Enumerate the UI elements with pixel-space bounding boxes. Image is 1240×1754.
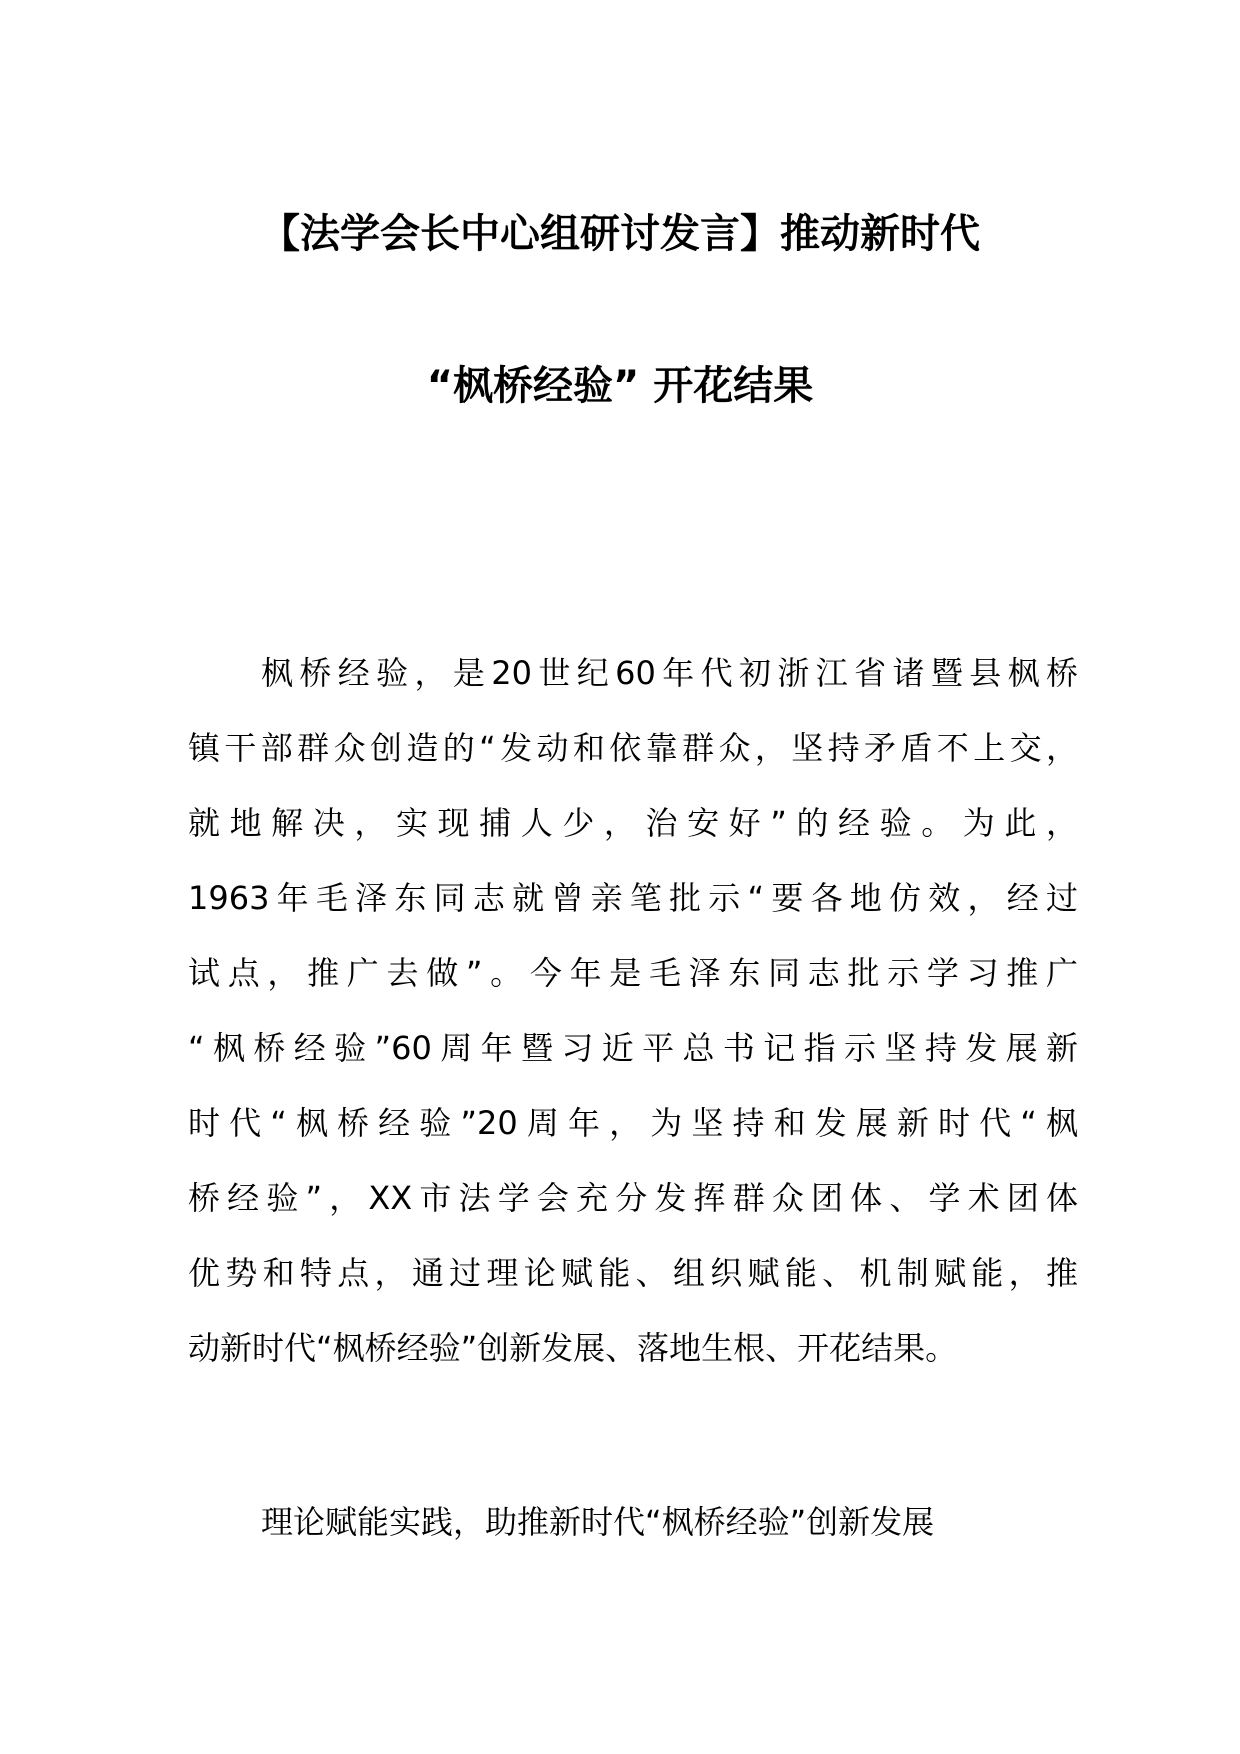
paragraph-line-3: 就地解决，实现捕人少，治安好”的经验。为此，	[188, 804, 1078, 842]
paragraph-line-4: 1963年毛泽东同志就曾亲笔批示“要各地仿效，经过	[188, 879, 1078, 917]
paragraph-line-8: 桥经验”，XX市法学会充分发挥群众团体、学术团体	[188, 1179, 1078, 1217]
intro-paragraph	[188, 636, 1078, 1386]
paragraph-line-9: 优势和特点，通过理论赋能、组织赋能、机制赋能，推	[188, 1254, 1078, 1292]
paragraph-line-2: 镇干部群众创造的“发动和依靠群众，坚持矛盾不上交，	[188, 729, 1078, 767]
paragraph-line-6: “枫桥经验”60周年暨习近平总书记指示坚持发展新	[188, 1029, 1078, 1067]
paragraph-line-5: 试点，推广去做”。今年是毛泽东同志批示学习推广	[188, 954, 1078, 992]
paragraph-line-1: 枫桥经验，是20世纪60年代初浙江省诸暨县枫桥	[261, 654, 1078, 692]
section-heading: 理论赋能实践，助推新时代“枫桥经验”创新发展	[261, 1503, 935, 1541]
document-title-line-1: 【法学会长中心组研讨发言】推动新时代	[260, 211, 980, 257]
paragraph-line-10: 动新时代“枫桥经验”创新发展、落地生根、开花结果。	[188, 1329, 958, 1367]
document-title-line-2: “枫桥经验” 开花结果	[426, 363, 814, 409]
paragraph-line-7: 时代“枫桥经验”20周年，为坚持和发展新时代“枫	[188, 1104, 1078, 1142]
